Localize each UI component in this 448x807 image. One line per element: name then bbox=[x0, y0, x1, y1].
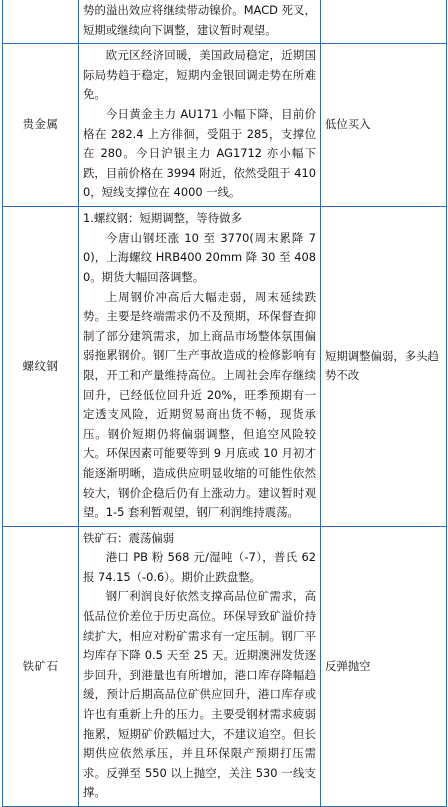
category-cell bbox=[3, 207, 79, 527]
analysis-paragraph: 今日黄金主力 AU171 小幅下降，目前价格在 282.4 上方徘徊，受阻于 285，支撑位在 280。今日沪银主力 AG1712 亦小幅下跌，目前价格在 3994 附近，依然受阻于 4100，短线支撑位在 4000 一线。 bbox=[83, 106, 316, 200]
category-cell bbox=[3, 44, 79, 207]
view-cell bbox=[321, 0, 447, 44]
view-label: 低位买入 bbox=[325, 117, 371, 132]
analysis-cell bbox=[79, 44, 321, 207]
analysis-cell bbox=[79, 526, 321, 806]
view-cell bbox=[321, 207, 447, 527]
analysis-paragraph: 港口 PB 粉 568 元/湿吨（-7），普氏 62 报 74.15（-0.6）。期价止跌盘整。 bbox=[83, 550, 316, 584]
commodity-report-table bbox=[2, 0, 447, 807]
analysis-paragraph: 钢厂利润良好依然支撑高品位矿需求，高低品位价差位于历史高位。环保导致矿溢价持续扩大，相应对粉矿需求有一定压制。钢厂平均库存下降 0.5 天至 25 天。近期澳洲发货逐步回升，到港量也有所增加，港口库存降幅趋缓，预计后期高品位矿供应回升，港口库存或许也有重新上升的压力。主要受钢材需求疲弱拖累，短期矿价跌幅过大，不建议追空。但长期供应依然承压，并且环保限产预期打压需求。反弹至 550 以上抛空，关注 530 一线支撑。 bbox=[83, 589, 316, 800]
section-heading: 1.螺纹钢：短期调整，等待做多 bbox=[83, 211, 242, 226]
analysis-paragraph: 今唐山钢坯涨 10 至 3770(周末累降 70)，上海螺纹 HRB400 20mm 降 30 至 4080。期货大幅回落调整。 bbox=[83, 230, 316, 284]
view-label: 反弹抛空 bbox=[325, 658, 371, 673]
table-row bbox=[3, 207, 447, 527]
view-label: 短期调整偏弱，多头趋势不改 bbox=[325, 348, 439, 383]
category-label: 铁矿石 bbox=[22, 658, 59, 673]
table-row bbox=[3, 44, 447, 207]
analysis-paragraph: 势的溢出效应将继续带动镍价。MACD 死叉，短期或继续向下调整，建议暂时观望。 bbox=[83, 3, 316, 37]
analysis-cell bbox=[79, 207, 321, 527]
table-row bbox=[3, 0, 447, 44]
analysis-paragraph: 上周钢价冲高后大幅走弱，周末延续跌势。主要是终端需求仍不及预期，环保督查抑制了部分建筑需求，加上商品市场整体氛围偏弱拖累钢价。钢厂生产事故造成的检修影响有限，开工和产量维持高位。上周社会库存继续回升，已经低位回升近 20%，旺季预期有一定透支风险，近期贸易商出货不畅，现货承压。钢价短期仍将偏弱调整，但追空风险较大。环保因素可能要等到 9 月底或 10 月初才能逐渐明晰，造成供应明显收缩的可能性依然较大，钢价企稳后仍有上涨动力。建议暂时观望。1-5 套利暂观望，钢厂利润维持震荡。 bbox=[83, 289, 316, 520]
category-label: 螺纹钢 bbox=[22, 358, 59, 373]
analysis-paragraph: 欧元区经济回暖，美国政局稳定，近期国际局势趋于稳定，短期内金银回调走势在所难免。 bbox=[83, 48, 316, 102]
category-cell bbox=[3, 0, 79, 44]
table-row bbox=[3, 526, 447, 806]
view-cell bbox=[321, 44, 447, 207]
category-label: 贵金属 bbox=[22, 117, 59, 132]
view-cell bbox=[321, 526, 447, 806]
category-cell bbox=[3, 526, 79, 806]
analysis-cell bbox=[79, 0, 321, 44]
section-heading: 铁矿石：震荡偏弱 bbox=[83, 530, 175, 545]
